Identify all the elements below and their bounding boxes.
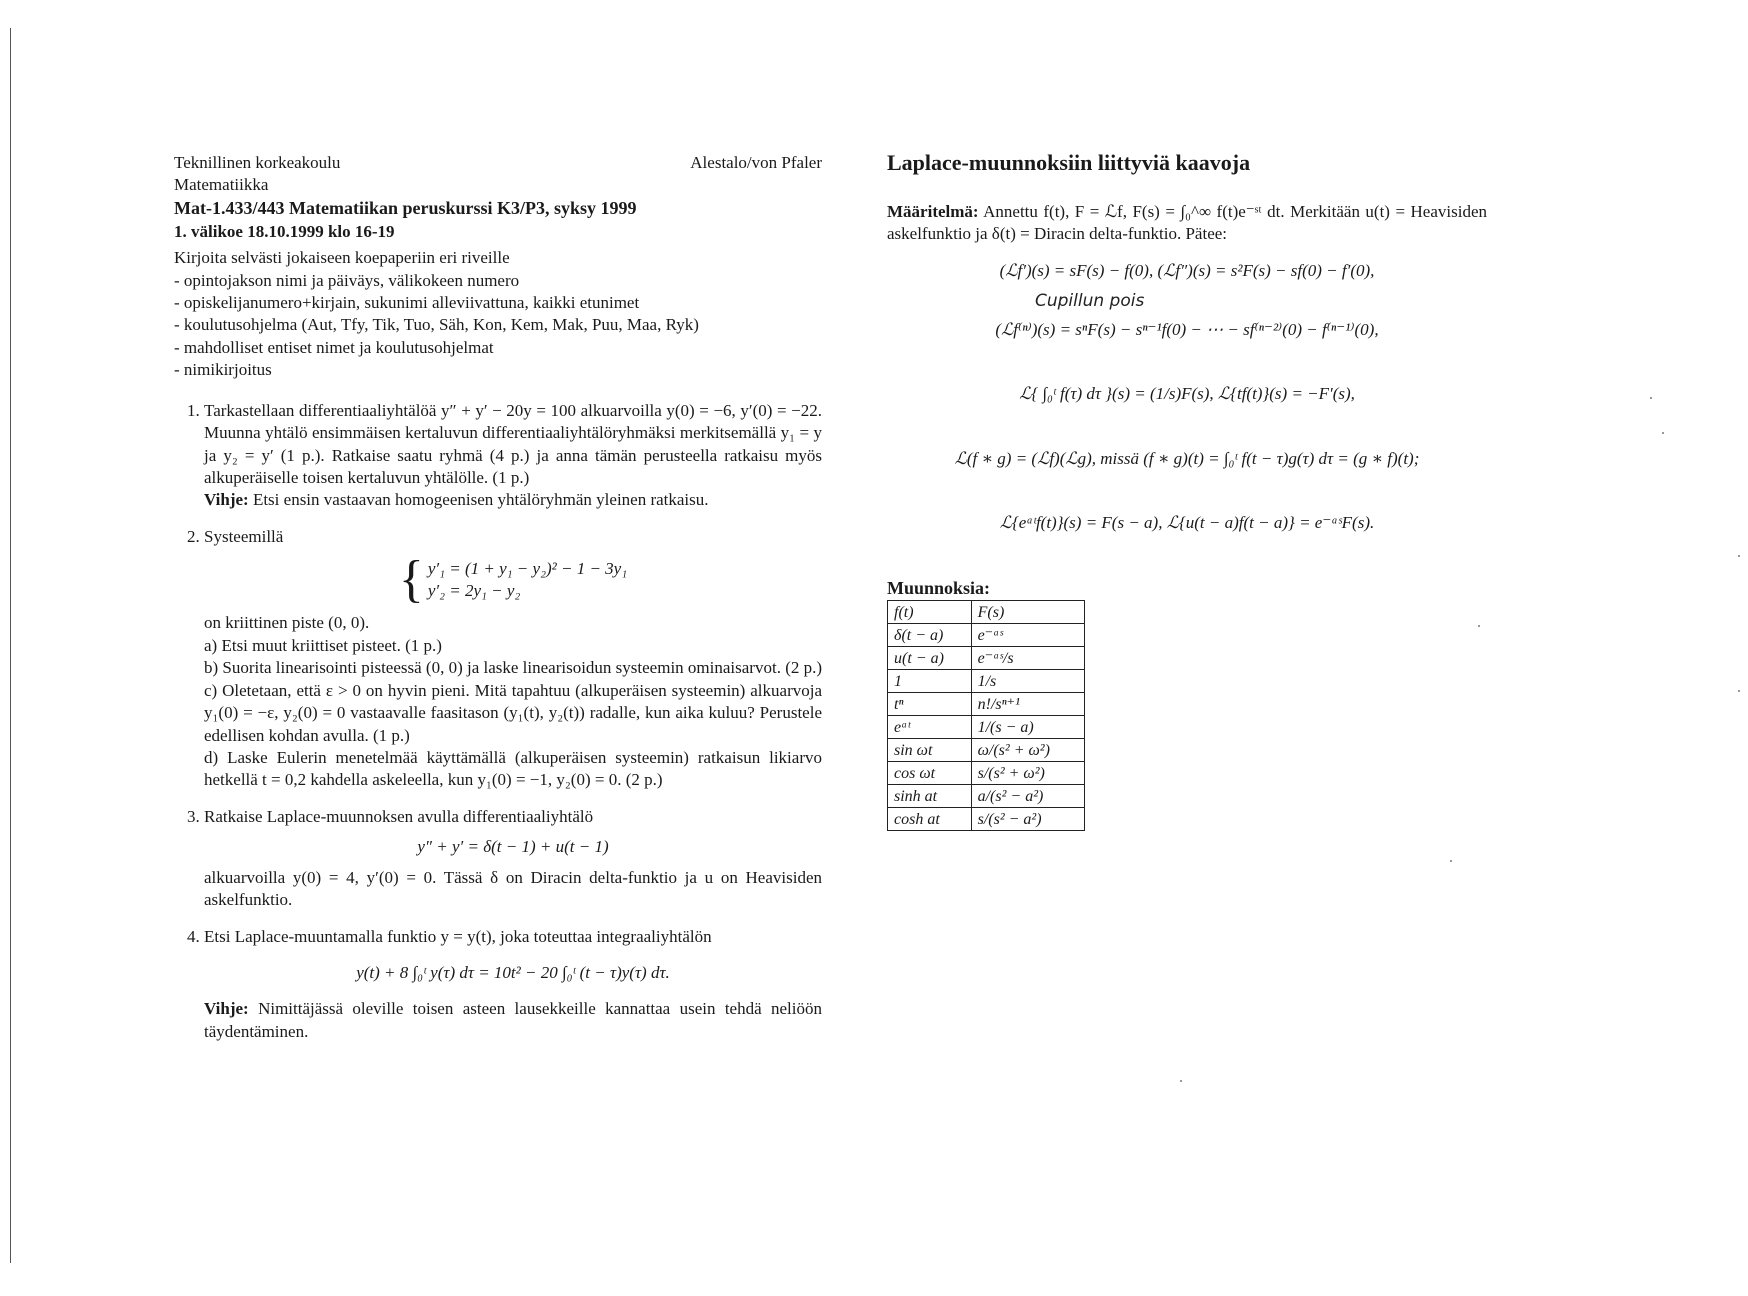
problem-4-intro: 4. Etsi Laplace-muuntamalla funktio y = y(t), joka toteuttaa integraaliyhtälön [204,926,712,946]
instruction-item: - opiskelijanumero+kirjain, sukunimi alleviivattuna, kaikki etunimet [174,292,640,312]
definition-label: Määritelmä: [887,202,979,222]
scan-speck [1650,397,1652,399]
header-row [174,152,822,174]
scan-speck [1738,555,1740,557]
exam-column [174,152,822,1057]
transforms-row [888,785,1085,808]
formula-shift: ℒ{eᵃᵗf(t)}(s) = F(s − a), ℒ{u(t − a)f(t − a)} = e⁻ᵃˢF(s). [999,513,1375,533]
hint-text: Nimittäjässä oleville toisen asteen lausekkeille kannattaa usein tehdä neliöön täydentäminen. [204,999,822,1041]
part-a: a) Etsi muut kriittiset pisteet. (1 p.) [204,635,442,655]
problem-4-equation: y(t) + 8 ∫₀ᵗ y(τ) dτ = 10t² − 20 ∫₀ᵗ (t − τ)y(τ) dτ. [356,963,670,982]
transforms-row [888,624,1085,647]
exam-title: 1. välikoe 18.10.1999 klo 16-19 [174,221,395,241]
problem-3-equation: y″ + y′ = δ(t − 1) + u(t − 1) [417,837,609,857]
part-b: b) Suorita linearisointi pisteessä (0, 0) ja laske linearisoidun systeemin ominaisarvot. (2 p.) [204,658,823,678]
system-eq-2: y′₂ = 2y₁ − y₂ [427,581,521,601]
transforms-row [888,739,1085,762]
institution: Teknillinen korkeakoulu [174,153,341,172]
time-function-cell: sinh at [888,785,972,808]
time-function-cell: cos ωt [888,762,972,785]
scan-speck [1662,432,1664,434]
hint-label: Vihje: [204,999,249,1019]
transforms-row [888,670,1085,693]
problem-3 [204,806,822,912]
time-function-cell: sin ωt [888,739,972,762]
transform-cell: 1/s [971,670,1084,693]
scan-page-edge [10,28,11,1263]
transform-cell: F(s) [971,601,1084,624]
instructions [174,247,822,382]
laplace-column [887,148,1487,831]
instruction-item: - opintojakson nimi ja päiväys, välikokeen numero [174,270,520,290]
transform-cell: e⁻ᵃˢ [971,624,1084,647]
part-c: c) Oletetaan, että ε > 0 on hyvin pieni. Mitä tapahtuu (alkuperäisen systeemin) alkuarvoja y₁(0) = −ε, y₂(0) = 0 vastaavalle faasitason (y₁(t), y₂(t)) radalle, kun aika kuluu? Perustele edellisen kohdan avulla. (1 p.) [204,680,822,745]
definition-text: Annettu f(t), F = ℒf, F(s) = ∫₀^∞ f(t)e⁻ˢᵗ dt. Merkitään u(t) = Heavisiden askelfunktio ja δ(t) = Diracin delta-funktio. Pätee: [887,202,1487,244]
part-d: d) Laske Eulerin menetelmää käyttämällä (alkuperäisen systeemin) ratkaisun likiarvo hetkellä t = 0,2 kahdella askeleella, kun y₁(0) = −1, y₂(0) = 0. (2 p.) [204,747,822,790]
formula-integral: ℒ{ ∫₀ᵗ f(τ) dτ }(s) = (1/s)F(s), ℒ{tf(t)}(s) = −F′(s), [1019,384,1355,404]
transforms-row [888,716,1085,739]
problem-2 [204,526,822,792]
problem-1-text: Tarkastellaan differentiaaliyhtälöä y″ + y′ − 20y = 100 alkuarvoilla y(0) = −6, y′(0) = −22. Muunna yhtälö ensimmäisen kertaluvun differentiaaliyhtälöryhmäksi merkitsemällä y₁ = y ja y₂ = y′ (1 p.). Ratkaise saatu ryhmä (4 p.) ja anna tämän perusteella ratkaisu myös alkuperäiselle toisen kertaluvun yhtälölle. (1 p.) [204,400,822,487]
transforms-row [888,693,1085,716]
transform-cell: ω/(s² + ω²) [971,739,1084,762]
transform-cell: s/(s² + ω²) [971,762,1084,785]
formula-nth-derivative: (ℒf⁽ⁿ⁾)(s) = sⁿF(s) − sⁿ⁻¹f(0) − ⋯ − sf⁽ⁿ⁻²⁾(0) − f⁽ⁿ⁻¹⁾(0), [995,319,1379,339]
time-function-cell: δ(t − a) [888,624,972,647]
time-function-cell: 1 [888,670,972,693]
problem-3-intro: 3. Ratkaise Laplace-muunnoksen avulla differentiaaliyhtälö [204,806,594,826]
instruction-item: - mahdolliset entiset nimet ja koulutusohjelmat [174,337,494,357]
transforms-header-row [888,601,1085,624]
problem-list [174,400,822,1044]
problem-4 [204,926,822,1044]
transforms-row [888,808,1085,831]
transform-cell: s/(s² − a²) [971,808,1084,831]
transforms-table [887,600,1085,831]
hint-text: Etsi ensin vastaavan homogeenisen yhtälöryhmän yleinen ratkaisu. [252,490,709,510]
transforms-title: Muunnoksia: [887,577,991,598]
time-function-cell: eᵃᵗ [888,716,972,739]
critical-point-text: on kriittinen piste (0, 0). [204,613,370,633]
scan-speck [1738,690,1740,692]
equation-system [204,551,822,609]
problem-3-outro: alkuarvoilla y(0) = 4, y′(0) = 0. Tässä δ on Diracin delta-funktio ja u on Heavisiden askelfunktio. [204,867,822,910]
time-function-cell: u(t − a) [888,647,972,670]
formula-derivatives: (ℒf′)(s) = sF(s) − f(0), (ℒf″)(s) = s²F(s) − sf(0) − f′(0), [999,260,1375,280]
transform-cell: a/(s² − a²) [971,785,1084,808]
brace-symbol: { [398,551,424,609]
handwritten-note: Cupillun pois [1035,291,1145,312]
problem-1 [204,400,822,512]
hint-label: Vihje: [204,490,249,510]
time-function-cell: cosh at [888,808,972,831]
definition [887,201,1487,246]
instruction-item: - koulutusohjelma (Aut, Tfy, Tik, Tuo, Säh, Kon, Kem, Mak, Puu, Maa, Ryk) [174,315,699,335]
formula-convolution: ℒ(f ∗ g) = (ℒf)(ℒg), missä (f ∗ g)(t) = ∫₀ᵗ f(t − τ)g(τ) dτ = (g ∗ f)(t); [954,448,1420,468]
transforms-row [888,762,1085,785]
transform-cell: e⁻ᵃˢ/s [971,647,1084,670]
course-title: Mat-1.433/443 Matematiikan peruskurssi K3/P3, syksy 1999 [174,197,637,218]
scan-speck [1478,625,1480,627]
time-function-cell: f(t) [888,601,972,624]
department: Matematiikka [174,175,269,195]
problem-2-intro: 2. Systeemillä [204,526,284,546]
transforms-row [888,647,1085,670]
instructions-intro: Kirjoita selvästi jokaiseen koepaperiin eri riveille [174,248,510,268]
transform-cell: 1/(s − a) [971,716,1084,739]
scan-speck [1450,860,1452,862]
laplace-title: Laplace-muunnoksiin liittyviä kaavoja [887,150,1251,175]
time-function-cell: tⁿ [888,693,972,716]
scan-speck [1180,1080,1182,1082]
instruction-item: - nimikirjoitus [174,360,272,380]
authors: Alestalo/von Pfaler [690,153,822,172]
transform-cell: n!/sⁿ⁺¹ [971,693,1084,716]
system-eq-1: y′₁ = (1 + y₁ − y₂)² − 1 − 3y₁ [427,558,628,578]
